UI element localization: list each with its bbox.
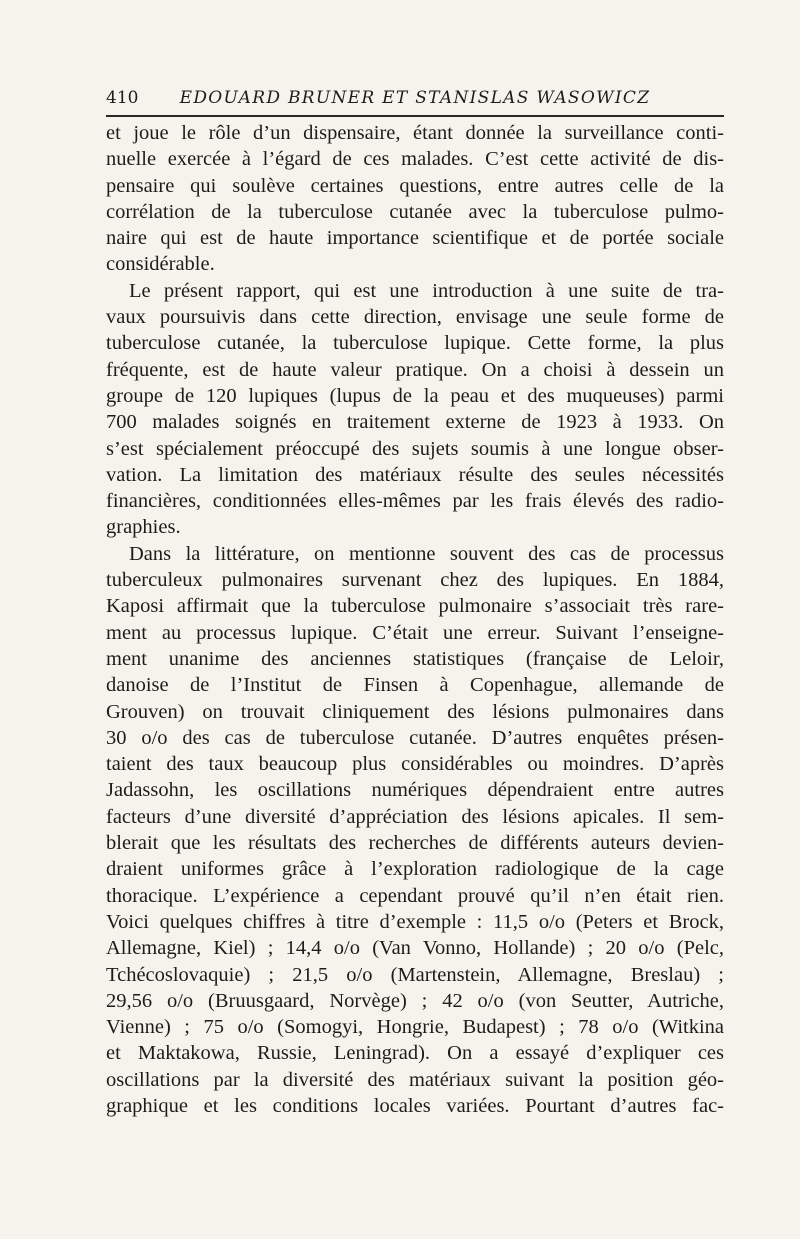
text-line: danoise de l’Institut de Finsen à Copenhague, allemande de — [106, 674, 724, 697]
text-line: financières, conditionnées elles-mêmes par les frais élevés des radio- — [106, 490, 724, 513]
text-line: Jadassohn, les oscillations numériques dépendraient entre autres — [106, 779, 724, 802]
text-line: naire qui est de haute importance scientifique et de portée sociale — [106, 227, 724, 250]
text-line: vaux poursuivis dans cette direction, envisage une seule forme de — [106, 306, 724, 329]
text-line: blerait que les résultats des recherches de différents auteurs devien- — [106, 832, 724, 855]
text-line: tuberculose cutanée, la tuberculose lupique. Cette forme, la plus — [106, 332, 724, 355]
text-line: taient des taux beaucoup plus considérables ou moindres. D’après — [106, 753, 724, 776]
text-line: tuberculeux pulmonaires survenant chez des lupiques. En 1884, — [106, 569, 724, 592]
text-line: s’est spécialement préoccupé des sujets soumis à une longue obser- — [106, 437, 724, 460]
paragraph — [106, 120, 724, 278]
text-line: considérable. — [106, 253, 215, 276]
text-line: thoracique. L’expérience a cependant prouvé qu’il n’en était rien. — [106, 884, 724, 907]
text-line: Tchécoslovaquie) ; 21,5 o/o (Martenstein, Allemagne, Breslau) ; — [106, 963, 724, 986]
text-line: Grouven) on trouvait cliniquement des lésions pulmonaires dans — [106, 700, 724, 723]
page-number: 410 — [106, 88, 139, 108]
text-line: Allemagne, Kiel) ; 14,4 o/o (Van Vonno, Hollande) ; 20 o/o (Pelc, — [106, 937, 724, 960]
text-line: vation. La limitation des matériaux résulte des seules nécessités — [106, 463, 724, 486]
body-text — [106, 120, 724, 1119]
text-line: Voici quelques chiffres à titre d’exemple : 11,5 o/o (Peters et Brock, — [106, 910, 724, 933]
text-line: Le présent rapport, qui est une introduction à une suite de tra- — [129, 279, 724, 302]
running-title: EDOUARD BRUNER ET STANISLAS WASOWICZ — [179, 88, 651, 108]
text-line: fréquente, est de haute valeur pratique. On a choisi à dessein un — [106, 358, 724, 381]
text-line: 29,56 o/o (Bruusgaard, Norvège) ; 42 o/o (von Seutter, Autriche, — [106, 989, 724, 1012]
text-line: oscillations par la diversité des matériaux suivant la position géo- — [106, 1068, 724, 1091]
text-line: Vienne) ; 75 o/o (Somogyi, Hongrie, Budapest) ; 78 o/o (Witkina — [106, 1016, 724, 1039]
paragraph — [106, 278, 724, 541]
text-line: 700 malades soignés en traitement externe de 1923 à 1933. On — [106, 411, 724, 434]
header-rule — [106, 115, 724, 117]
text-line: et Maktakowa, Russie, Leningrad). On a essayé d’expliquer ces — [106, 1042, 724, 1065]
text-line: facteurs d’une diversité d’appréciation des lésions apicales. Il sem- — [106, 805, 724, 828]
text-line: graphies. — [106, 516, 181, 539]
text-line: nuelle exercée à l’égard de ces malades. C’est cette activité de dis- — [106, 148, 724, 171]
paragraph — [106, 541, 724, 1120]
text-line: graphique et les conditions locales variées. Pourtant d’autres fac- — [106, 1094, 724, 1117]
text-line: ment unanime des anciennes statistiques (française de Leloir, — [106, 647, 724, 670]
text-line: corrélation de la tuberculose cutanée avec la tuberculose pulmo- — [106, 200, 724, 223]
text-line: ment au processus lupique. C’était une erreur. Suivant l’enseigne- — [106, 621, 724, 644]
text-line: et joue le rôle d’un dispensaire, étant donnée la surveillance conti- — [106, 122, 724, 144]
text-line: draient uniformes grâce à l’exploration radiologique de la cage — [106, 858, 724, 881]
text-line: Dans la littérature, on mentionne souvent des cas de processus — [129, 542, 724, 565]
text-line: 30 o/o des cas de tuberculose cutanée. D’autres enquêtes présen- — [106, 726, 724, 749]
text-line: groupe de 120 lupiques (lupus de la peau et des muqueuses) parmi — [106, 384, 724, 407]
text-line: Kaposi affirmait que la tuberculose pulmonaire s’associait très rare- — [106, 595, 724, 618]
text-line: pensaire qui soulève certaines questions, entre autres celle de la — [106, 174, 724, 197]
